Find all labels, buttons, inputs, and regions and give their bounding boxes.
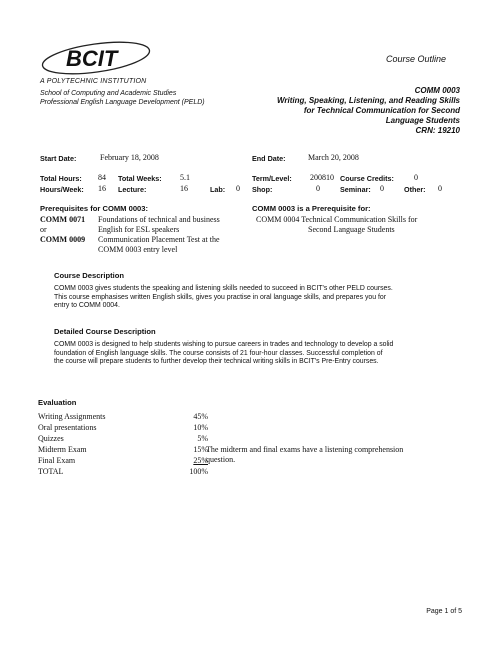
total-weeks-value: 5.1 (180, 173, 190, 182)
evaluation-item-percent: 45% (193, 412, 208, 421)
start-date-label: Start Date: (40, 154, 77, 163)
hours-week-value: 16 (98, 184, 106, 193)
shop-value: 0 (316, 184, 320, 193)
detailed-description-line-3: the course will prepare students to further develop their technical writing skills in BCIT's Pre-Entry courses. (54, 358, 379, 366)
evaluation-note-line-1: The midterm and final exams have a listening comprehension (206, 445, 404, 454)
evaluation-row (38, 412, 208, 422)
course-description-line-1: COMM 0003 gives students the speaking and listening skills needed to succeed in BCIT's other PELD courses. (54, 285, 393, 292)
course-title-block (277, 86, 460, 136)
evaluation-item-percent: 25% (193, 456, 208, 465)
hours-week-label: Hours/Week: (40, 185, 84, 194)
prereq-heading: Prerequisites for COMM 0003: (40, 204, 149, 213)
shop-label: Shop: (252, 185, 273, 194)
other-label: Other: (404, 185, 426, 194)
other-value: 0 (438, 184, 442, 193)
detailed-description-body (54, 341, 474, 367)
doc-type: Course Outline (386, 54, 447, 64)
school-name (40, 89, 205, 107)
evaluation-row (38, 456, 208, 466)
end-date-value: March 20, 2008 (308, 153, 359, 162)
evaluation-item-name: Midterm Exam (38, 445, 87, 454)
logo-wordmark: BCIT (66, 46, 118, 71)
total-hours-label: Total Hours: (40, 174, 82, 183)
evaluation-row (38, 434, 208, 444)
school-line-2: Professional English Language Development (PELD) (40, 99, 205, 106)
course-description-heading: Course Description (54, 271, 125, 280)
prereq-2-code: COMM 0009 (40, 235, 86, 244)
lab-value: 0 (236, 184, 240, 193)
prereq-or: or (40, 225, 47, 234)
crn: CRN: 19210 (415, 126, 460, 135)
lecture-label: Lecture: (118, 185, 147, 194)
detailed-description-heading: Detailed Course Description (54, 327, 156, 336)
evaluation-item-name: Final Exam (38, 456, 76, 465)
is-prereq-line-2: Second Language Students (308, 224, 395, 234)
evaluation-note-line-2: question. (206, 454, 236, 464)
evaluation-row (38, 445, 208, 455)
seminar-value: 0 (380, 184, 384, 193)
evaluation-row (38, 467, 208, 477)
evaluation-item-name: Oral presentations (38, 423, 97, 432)
is-prereq-heading: COMM 0003 is a Prerequisite for: (252, 204, 371, 213)
detailed-description-line-2: foundation of English language skills. The course consists of 21 four-hour classes. Successful completion of (54, 349, 383, 357)
evaluation-item-percent: 100% (189, 467, 208, 476)
seminar-label: Seminar: (340, 185, 371, 194)
page-number: Page 1 of 5 (426, 608, 462, 615)
term-label: Term/Level: (252, 174, 292, 183)
course-title-2: for Technical Communication for Second (303, 106, 460, 115)
prereq-2-text-line-2: COMM 0003 entry level (98, 244, 178, 254)
bcit-logo (38, 38, 158, 78)
evaluation-item-percent: 5% (197, 434, 208, 443)
is-prereq-text (256, 215, 417, 234)
course-description-body (54, 285, 474, 311)
start-date-value: February 18, 2008 (100, 153, 159, 162)
evaluation-note (206, 445, 403, 464)
prereq-1-code: COMM 0071 (40, 215, 86, 224)
lab-label: Lab: (210, 185, 226, 194)
prereq-1-text-line-2: English for ESL speakers (98, 224, 180, 234)
evaluation-heading: Evaluation (38, 398, 77, 407)
evaluation-item-name: TOTAL (38, 467, 64, 476)
is-prereq-line-1: COMM 0004 Technical Communication Skills for (256, 215, 418, 224)
detailed-description-line-1: COMM 0003 is designed to help students wishing to pursue careers in trades and technology to develop a solid (54, 341, 394, 348)
total-weeks-label: Total Weeks: (118, 174, 162, 183)
term-value: 200810 (310, 173, 334, 182)
prereq-1-text (98, 215, 220, 234)
course-code: COMM 0003 (414, 86, 460, 95)
school-line-1: School of Computing and Academic Studies (40, 90, 177, 97)
course-title-3: Language Students (385, 116, 460, 125)
prereq-1-text-line-1: Foundations of technical and business (98, 215, 220, 224)
evaluation-item-percent: 15% (193, 445, 208, 454)
credits-label: Course Credits: (340, 174, 394, 183)
prereq-2-text (98, 235, 220, 254)
prereq-2-text-line-1: Communication Placement Test at the (98, 235, 220, 244)
evaluation-item-percent: 10% (193, 423, 208, 432)
evaluation-item-name: Quizzes (38, 434, 64, 443)
evaluation-item-name: Writing Assignments (38, 412, 106, 421)
credits-value: 0 (414, 173, 418, 182)
course-description-line-2: This course emphasises written English skills, gives you practise in oral language skills, and prepares you for (54, 293, 387, 301)
tagline: A POLYTECHNIC INSTITUTION (40, 78, 147, 85)
lecture-value: 16 (180, 184, 188, 193)
course-title-1: Writing, Speaking, Listening, and Reading Skills (277, 96, 460, 105)
course-description-line-3: entry to COMM 0004. (54, 302, 120, 310)
end-date-label: End Date: (252, 154, 286, 163)
evaluation-row (38, 423, 208, 433)
total-hours-value: 84 (98, 173, 106, 182)
